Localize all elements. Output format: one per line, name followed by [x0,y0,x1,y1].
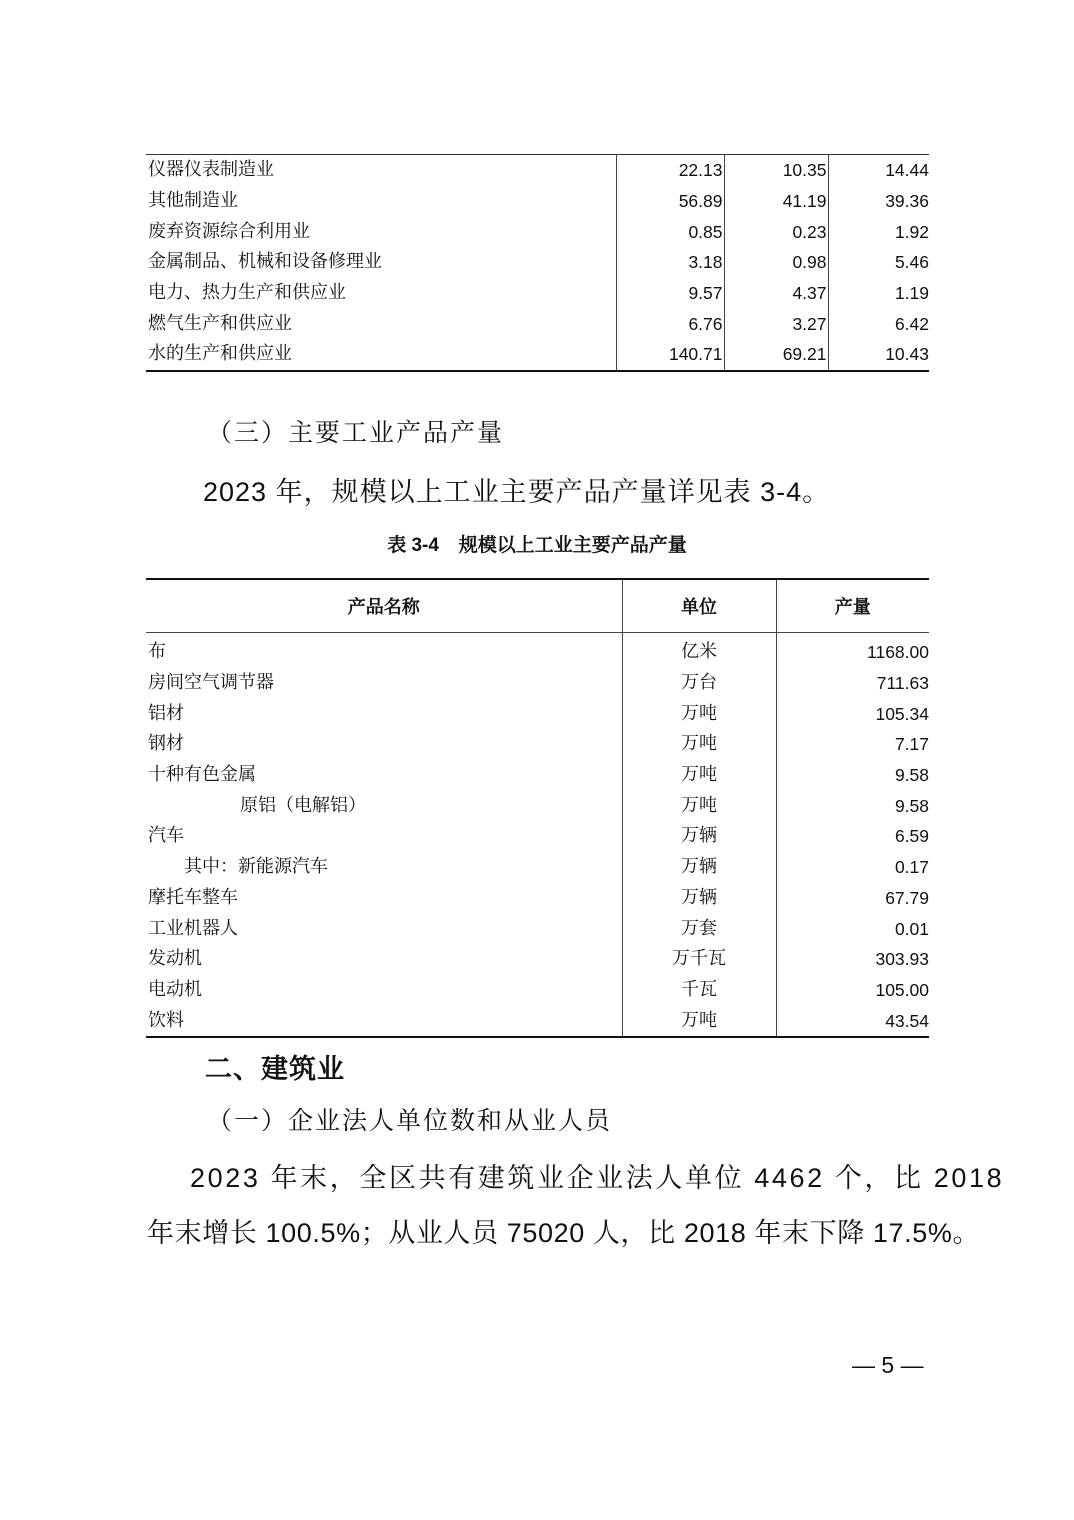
header-unit: 单位 [622,579,776,633]
product-output-value: 105.34 [776,698,929,729]
product-unit: 万千瓦 [622,944,776,975]
value-col1 [616,247,724,278]
value-col3-text: 6.42 [894,313,929,334]
value-col3-text: 14.44 [885,160,929,181]
value-col2-text: 41.19 [782,191,827,212]
construction-paragraph-line1: 2023 年末，全区共有建筑业企业法人单位 4462 个，比 2018 [190,1163,1005,1193]
product-name: 钢材 [148,733,184,755]
product-name: 其中：新能源汽车 [184,856,328,878]
table-row [146,216,929,247]
product-name: 工业机器人 [148,917,238,939]
industry-name: 其他制造业 [148,190,238,212]
value-col2 [724,186,828,217]
industry-name: 水的生产和供应业 [148,343,292,365]
product-unit: 万吨 [622,1005,776,1037]
value-col2-text: 3.27 [792,313,827,334]
table-row [146,308,929,339]
value-col2-text: 10.35 [782,160,827,181]
product-unit: 万辆 [622,852,776,883]
value-col1 [616,339,724,371]
product-output-value: 7.17 [776,729,929,760]
table-row [146,186,929,217]
value-col1 [616,278,724,309]
industry-name: 燃气生产和供应业 [148,312,292,334]
value-col2-text: 69.21 [782,344,827,365]
product-name: 房间空气调节器 [148,672,274,694]
industry-name: 仪器仪表制造业 [148,159,274,181]
value-col3 [828,155,929,186]
product-output-value: 43.54 [776,1005,929,1037]
value-col3-text: 1.92 [894,221,929,242]
product-unit: 万套 [622,913,776,944]
table-header-row [146,579,929,633]
table-row [146,633,929,668]
value-col3 [828,247,929,278]
table-row [146,913,929,944]
value-col1-text: 9.57 [688,283,723,304]
value-col1-text: 56.89 [678,191,723,212]
industry-name: 金属制品、机械和设备修理业 [148,251,382,273]
table-row [146,852,929,883]
value-col2-text: 0.98 [792,252,827,273]
industry-table-continuation [146,154,929,372]
product-output-value: 0.17 [776,852,929,883]
value-col2 [724,339,828,371]
product-output-table [146,578,929,1038]
product-output-value: 1168.00 [776,633,929,668]
product-output-value: 711.63 [776,668,929,699]
product-name: 发动机 [148,948,202,970]
value-col1 [616,155,724,186]
table-row [146,975,929,1006]
value-col1-text: 140.71 [668,344,723,365]
value-col2-text: 4.37 [792,283,827,304]
value-col3 [828,186,929,217]
table-row [146,278,929,309]
table-caption-title: 规模以上工业主要产品产量 [458,534,687,556]
product-unit: 万吨 [622,790,776,821]
table-row [146,668,929,699]
header-output: 产量 [776,579,929,633]
product-name: 汽车 [148,825,184,847]
value-col3-text: 5.46 [894,252,929,273]
product-name: 十种有色金属 [148,764,256,786]
section-heading-product-output: （三）主要工业产品产量 [207,418,505,447]
value-col1-text: 6.76 [688,313,723,334]
product-output-value: 105.00 [776,975,929,1006]
value-col3-text: 39.36 [885,191,929,212]
product-name: 铝材 [148,702,184,724]
product-unit: 万吨 [622,729,776,760]
industry-name: 废弃资源综合利用业 [148,220,310,242]
value-col1-text: 3.18 [688,252,723,273]
product-output-value: 6.59 [776,821,929,852]
table-row [146,790,929,821]
value-col3 [828,278,929,309]
table-row [146,698,929,729]
subsection-heading-enterprises: （一）企业法人单位数和从业人员 [207,1106,613,1135]
product-name: 摩托车整车 [148,886,238,908]
product-unit: 亿米 [622,633,776,668]
product-unit: 万辆 [622,821,776,852]
value-col1-text: 22.13 [678,160,723,181]
table-row [146,729,929,760]
value-col2 [724,278,828,309]
table-row [146,821,929,852]
table-row [146,247,929,278]
value-col1 [616,308,724,339]
product-unit: 万吨 [622,698,776,729]
value-col2 [724,308,828,339]
value-col2-text: 0.23 [792,221,827,242]
value-col3-text: 1.19 [894,283,929,304]
value-col3 [828,216,929,247]
value-col3 [828,308,929,339]
product-output-value: 67.79 [776,883,929,914]
construction-paragraph-line2: 年末增长 100.5%；从业人员 75020 人，比 2018 年末下降 17.5%。 [147,1218,981,1248]
section-heading-construction: 二、建筑业 [205,1054,345,1085]
value-col2 [724,247,828,278]
table-row [146,760,929,791]
product-name: 布 [148,641,166,663]
product-name: 电动机 [148,978,202,1000]
value-col1-text: 0.85 [688,221,723,242]
table-caption-number: 表 3-4 [387,535,439,556]
page-number: — 5 — [852,1352,924,1378]
product-output-value: 9.58 [776,790,929,821]
table-caption [0,530,1074,557]
product-output-value: 0.01 [776,913,929,944]
table-row [146,944,929,975]
product-output-value: 303.93 [776,944,929,975]
industry-name: 电力、热力生产和供应业 [148,282,346,304]
value-col3-text: 10.43 [885,344,929,365]
table-row [146,155,929,186]
product-output-paragraph: 2023 年，规模以上工业主要产品产量详见表 3-4。 [203,477,831,507]
value-col2 [724,216,828,247]
product-unit: 万台 [622,668,776,699]
product-name: 饮料 [148,1009,184,1031]
value-col3 [828,339,929,371]
product-unit: 千瓦 [622,975,776,1006]
product-name: 原铝（电解铝） [240,794,366,816]
header-product-name: 产品名称 [146,579,622,633]
value-col1 [616,186,724,217]
product-output-value: 9.58 [776,760,929,791]
product-unit: 万吨 [622,760,776,791]
value-col1 [616,216,724,247]
table-row [146,883,929,914]
table-row [146,1005,929,1037]
table-row [146,339,929,371]
value-col2 [724,155,828,186]
product-unit: 万辆 [622,883,776,914]
